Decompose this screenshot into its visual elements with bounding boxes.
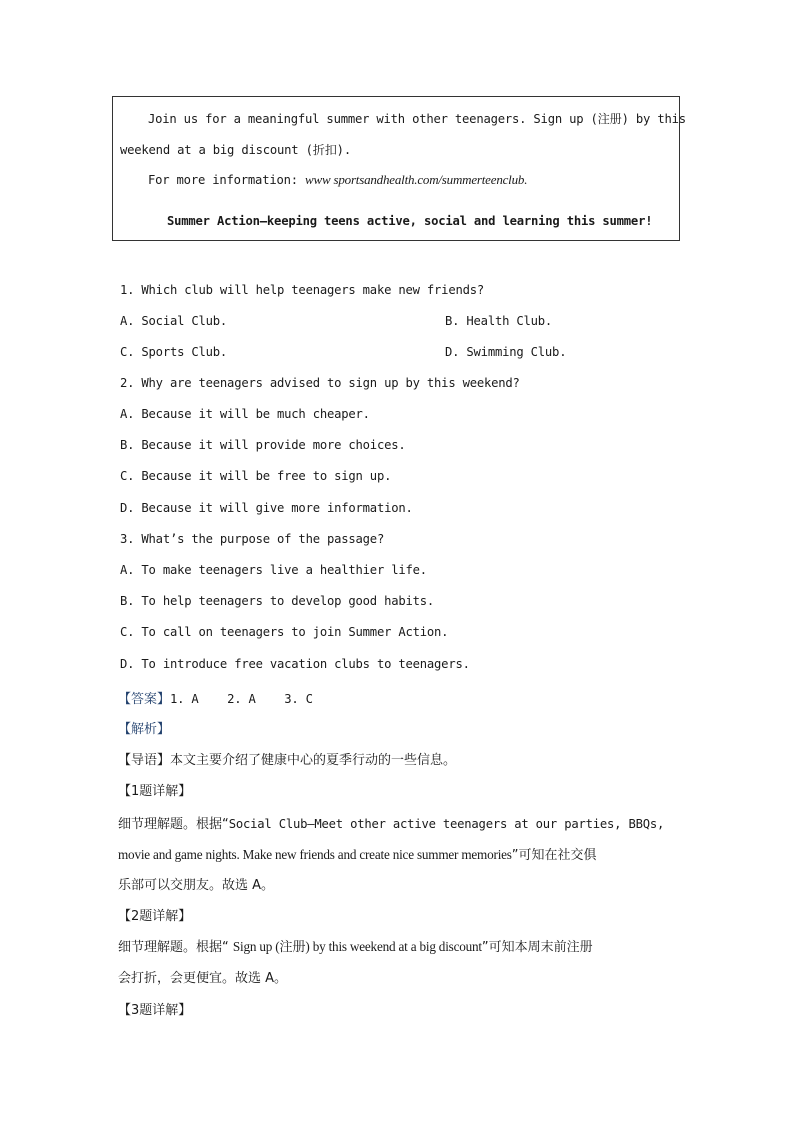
detail-3-heading: 【3题详解】 [118,1003,192,1018]
detail-1-line-2-en: movie and game nights. Make new friends and create nice summer memories [118,847,512,862]
answer-text: 1. A 2. A 3. C [170,692,313,706]
detail-1-line-2 [118,844,597,863]
question-2-stem: 2. Why are teenagers advised to sign up by this weekend? [120,376,520,390]
detail-1-line-2-cn: ”可知在社交俱 [511,848,597,863]
question-2-option-a: A. Because it will be much cheaper. [120,407,370,421]
question-1-option-d: D. Swimming Club. [445,345,567,359]
question-2-option-d: D. Because it will give more information. [120,501,413,515]
question-3-option-c: C. To call on teenagers to join Summer Action. [120,625,449,639]
question-2-option-c: C. Because it will be free to sign up. [120,469,392,483]
ad-line-1: Join us for a meaningful summer with other teenagers. Sign up (注册) by this [148,112,686,126]
ad-slogan: Summer Action—keeping teens active, social and learning this summer! [167,214,653,228]
intro-label: 【导语】 [118,753,171,768]
detail-2-line-1-tail: ”可知本周末前注册 [481,940,593,955]
detail-1-heading: 【1题详解】 [118,784,192,799]
detail-2-line-1-cn: 细节理解题。根据“ [118,940,233,955]
ad-info-label: For more information: [148,173,306,187]
ad-info-line [148,172,527,188]
question-3-option-b: B. To help teenagers to develop good habits. [120,594,435,608]
answer-line [118,688,313,707]
answer-label: 【答案】 [118,692,171,707]
detail-1-line-1 [118,813,664,832]
detail-1-line-1-cn: 细节理解题。根据“ [118,817,229,832]
question-1-option-b: B. Health Club. [445,314,553,328]
detail-2-line-1-en: Sign up (注册) by this weekend at a big discount [232,939,482,954]
detail-2-line-1 [118,936,593,955]
intro-line [118,749,456,768]
detail-1-line-3: 乐部可以交朋友。故选 A。 [118,878,275,893]
detail-2-heading: 【2题详解】 [118,909,192,924]
question-3-stem: 3. What’s the purpose of the passage? [120,532,385,546]
intro-text: 本文主要介绍了健康中心的夏季行动的一些信息。 [170,753,457,768]
detail-2-line-2: 会打折，会更便宜。故选 A。 [118,971,288,986]
question-3-option-d: D. To introduce free vacation clubs to teenagers. [120,657,470,671]
detail-1-line-1-en: Social Club—Meet other active teenagers at our parties, BBQs, [228,817,665,831]
question-1-option-a: A. Social Club. [120,314,228,328]
question-3-option-a: A. To make teenagers live a healthier life. [120,563,427,577]
question-1-stem: 1. Which club will help teenagers make new friends? [120,283,485,297]
question-2-option-b: B. Because it will provide more choices. [120,438,406,452]
ad-info-url: www sportsandhealth.com/summerteenclub. [305,172,528,187]
question-1-option-c: C. Sports Club. [120,345,228,359]
ad-line-2: weekend at a big discount (折扣). [120,143,351,157]
analysis-label: 【解析】 [118,722,171,737]
